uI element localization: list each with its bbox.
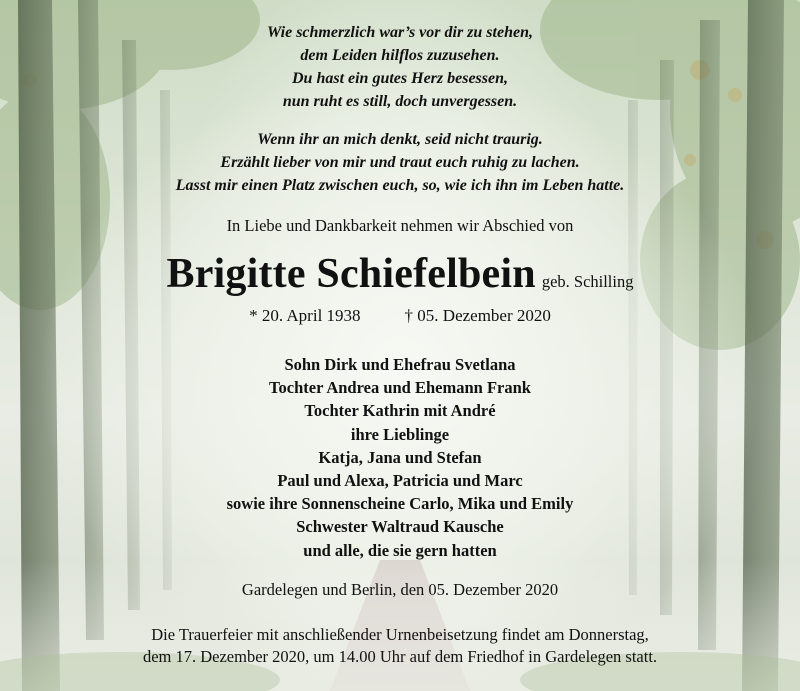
birth-date: * 20. April 1938	[249, 306, 361, 325]
mourner-line: ihre Lieblinge	[350, 424, 450, 444]
poem-line: Wie schmerzlich war’s vor dir zu stehen,	[267, 24, 533, 41]
mourners-list	[0, 353, 800, 562]
mourner-line: sowie ihre Sonnenscheine Carlo, Mika und Emily	[226, 494, 574, 514]
birth-name: geb. Schilling	[541, 272, 634, 291]
poem-line: Du hast ein gutes Herz besessen,	[291, 70, 509, 87]
mourner-line: Paul und Alexa, Patricia und Marc	[277, 471, 523, 491]
mourner-line: Sohn Dirk und Ehefrau Svetlana	[284, 355, 516, 374]
place-and-date: Gardelegen und Berlin, den 05. Dezember 2020	[241, 580, 559, 599]
poem-stanza-2	[0, 128, 800, 197]
mourner-line: und alle, die sie gern hatten	[303, 540, 497, 560]
poem-line: Erzählt lieber von mir und traut euch ruhig zu lachen.	[220, 154, 580, 171]
deceased-name: Brigitte Schiefelbein	[166, 251, 536, 297]
mourner-line: Schwester Waltraud Kausche	[296, 517, 504, 537]
life-dates	[0, 306, 800, 326]
poem-stanza-1	[0, 21, 800, 113]
poem-line: Wenn ihr an mich denkt, seid nicht traurig.	[257, 131, 543, 148]
poem-line: nun ruht es still, doch unvergessen.	[282, 93, 518, 110]
death-date: † 05. Dezember 2020	[404, 306, 551, 325]
mourner-line: Tochter Andrea und Ehemann Frank	[269, 378, 531, 398]
poem-line: dem Leiden hilflos zuzusehen.	[300, 47, 500, 64]
ceremony-line: Die Trauerfeier mit anschließender Urnenbeisetzung findet am Donnerstag,	[151, 625, 649, 644]
mourner-line: Tochter Kathrin mit André	[304, 401, 496, 421]
poem-line: Lasst mir einen Platz zwischen euch, so, wie ich ihn im Leben hatte.	[175, 177, 625, 194]
mourner-line: Katja, Jana und Stefan	[318, 447, 482, 467]
farewell-intro: In Liebe und Dankbarkeit nehmen wir Abschied von	[226, 216, 574, 235]
ceremony-line: dem 17. Dezember 2020, um 14.00 Uhr auf dem Friedhof in Gardelegen statt.	[142, 647, 658, 666]
deceased-name-row	[0, 250, 800, 298]
ceremony-info	[0, 624, 800, 668]
